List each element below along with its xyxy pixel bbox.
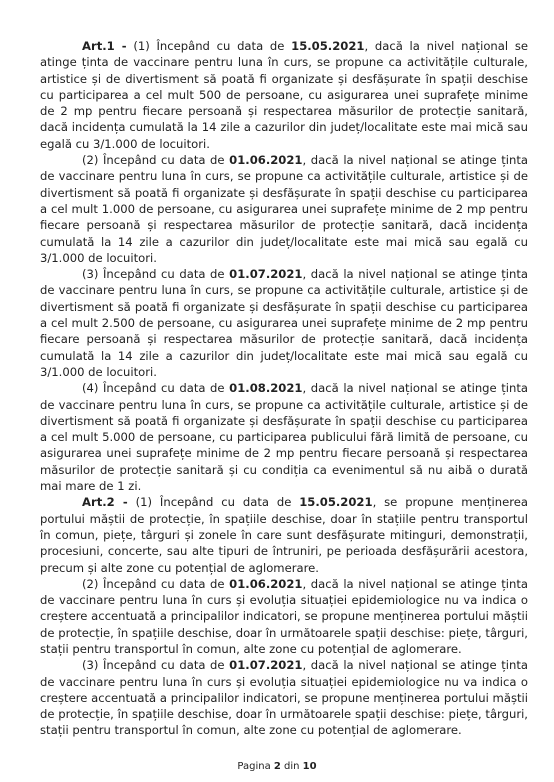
- article-heading: Art.2 -: [82, 495, 128, 510]
- paragraph-text: , dacă la nivel național se atinge ținta de vaccinare pentru luna în curs și evoluția situației epidemiologice nu va indica o creștere accentuată a principalilor indicatori, se propune menținerea portului măștii de protecție, în spațiile deschise, doar în următoarele spații deschise: piețe, târguri, stații pentru transportul în comun, alte zone cu potențial de aglomerare.: [40, 658, 529, 738]
- paragraph-date: 01.07.2021: [229, 658, 303, 673]
- paragraph-lead: (3) Începând cu data de: [82, 658, 230, 673]
- paragraph-text: , dacă la nivel național se atinge ținta de vaccinare pentru luna în curs, se propune ca activitățile culturale, artistice și de divertisment să poată fi organizate și desfășurate în spații deschise cu participarea a cel mult 1.000 de persoane, cu asigurarea unei suprafețe minime de 2 mp pentru fiecare persoană și respectarea măsurilor de protecție sanitară, dacă incidența cumulată la 14 zile a cazurilor din județ/localitate este mai mică sau egală cu 3/1.000 de locuitori.: [40, 153, 529, 265]
- paragraph-text: , dacă la nivel național se atinge ținta de vaccinare pentru luna în curs, se propune ca activitățile culturale, artistice și de divertisment să poată fi organizate și desfășurate în spații deschise cu participarea a cel mult 5.000 de persoane, cu participarea publicului fără limită de persoane, cu asigurarea unei suprafețe minime de 2 mp pentru fiecare persoană și respectarea măsurilor de protecție sanitară și cu condiția ca evenimentul să nu aibă o durată mai mare de 1 zi.: [40, 381, 529, 494]
- paragraph-date: 15.05.2021: [291, 39, 365, 53]
- article-1-paragraph-4: [40, 380, 528, 494]
- paragraph-lead: (3) Începând cu data de: [82, 267, 230, 282]
- paragraph-date: 01.08.2021: [229, 381, 303, 396]
- paragraph-text: , se propune menținerea portului măștii de protecție, în spațiile deschise, doar în stațiile pentru transportul în comun, piețe, târguri și zonele în care sunt desfășurate mitinguri, demonstrații, procesiuni, concerte, sau alte tipuri de întruniri, pe perioada desfășurării acestora, precum și alte zone cu potențial de aglomerare.: [40, 495, 528, 575]
- paragraph-text: , dacă la nivel național se atinge ținta de vaccinare pentru luna în curs, se propune ca activitățile culturale, artistice și de divertisment să poată fi organizate și desfășurate în spații deschise cu participarea a cel mult 500 de persoane, cu asigurarea unei suprafețe minime de 2 mp pentru fiecare persoană și respectarea măsurilor de protecție sanitară, dacă incidența cumulată la 14 zile a cazurilor din județ/localitate este mai mică sau egală cu 3/1.000 de locuitori.: [40, 39, 528, 151]
- current-page-number: 2: [273, 761, 281, 772]
- article-2-paragraph-2: [40, 576, 528, 657]
- paragraph-date: 15.05.2021: [299, 495, 373, 510]
- paragraph-lead: (1) Începând cu data de: [126, 39, 292, 53]
- paragraph-date: 01.07.2021: [229, 267, 303, 282]
- article-1-paragraph-1: [40, 38, 528, 152]
- footer-prefix: Pagina: [237, 761, 274, 772]
- page-number-footer: [0, 761, 554, 772]
- paragraph-date: 01.06.2021: [229, 153, 303, 168]
- paragraph-text: , dacă la nivel național se atinge ținta de vaccinare pentru luna în curs și evoluția situației epidemiologice nu va indica o creștere accentuată a principalilor indicatori, se propune menținerea portului măștii de protecție, în spațiile deschise, doar în următoarele spații deschise: piețe, târguri, stații pentru transportul în comun, alte zone cu potențial de aglomerare.: [40, 576, 529, 656]
- article-2-paragraph-1: [40, 494, 528, 575]
- paragraph-lead: (2) Începând cu data de: [82, 153, 230, 168]
- article-1-paragraph-3: [40, 266, 528, 380]
- paragraph-lead: (1) Începând cu data de: [127, 495, 300, 510]
- footer-middle: din: [280, 761, 303, 772]
- paragraph-lead: (2) Începând cu data de: [82, 576, 230, 591]
- document-body: [40, 38, 528, 739]
- paragraph-date: 01.06.2021: [229, 576, 303, 591]
- article-2-paragraph-3: [40, 657, 528, 738]
- article-1-paragraph-2: [40, 152, 528, 266]
- article-heading: Art.1 -: [82, 39, 127, 53]
- paragraph-lead: (4) Începând cu data de: [82, 381, 230, 396]
- total-page-count: 10: [302, 761, 317, 772]
- paragraph-text: , dacă la nivel național se atinge ținta de vaccinare pentru luna în curs, se propune ca activitățile culturale, artistice și de divertisment să poată fi organizate și desfășurate în spații deschise cu participarea a cel mult 2.500 de persoane, cu asigurarea unei suprafețe minime de 2 mp pentru fiecare persoană și respectarea măsurilor de protecție sanitară, dacă incidența cumulată la 14 zile a cazurilor din județ/localitate este mai mică sau egală cu 3/1.000 de locuitori.: [40, 267, 529, 379]
